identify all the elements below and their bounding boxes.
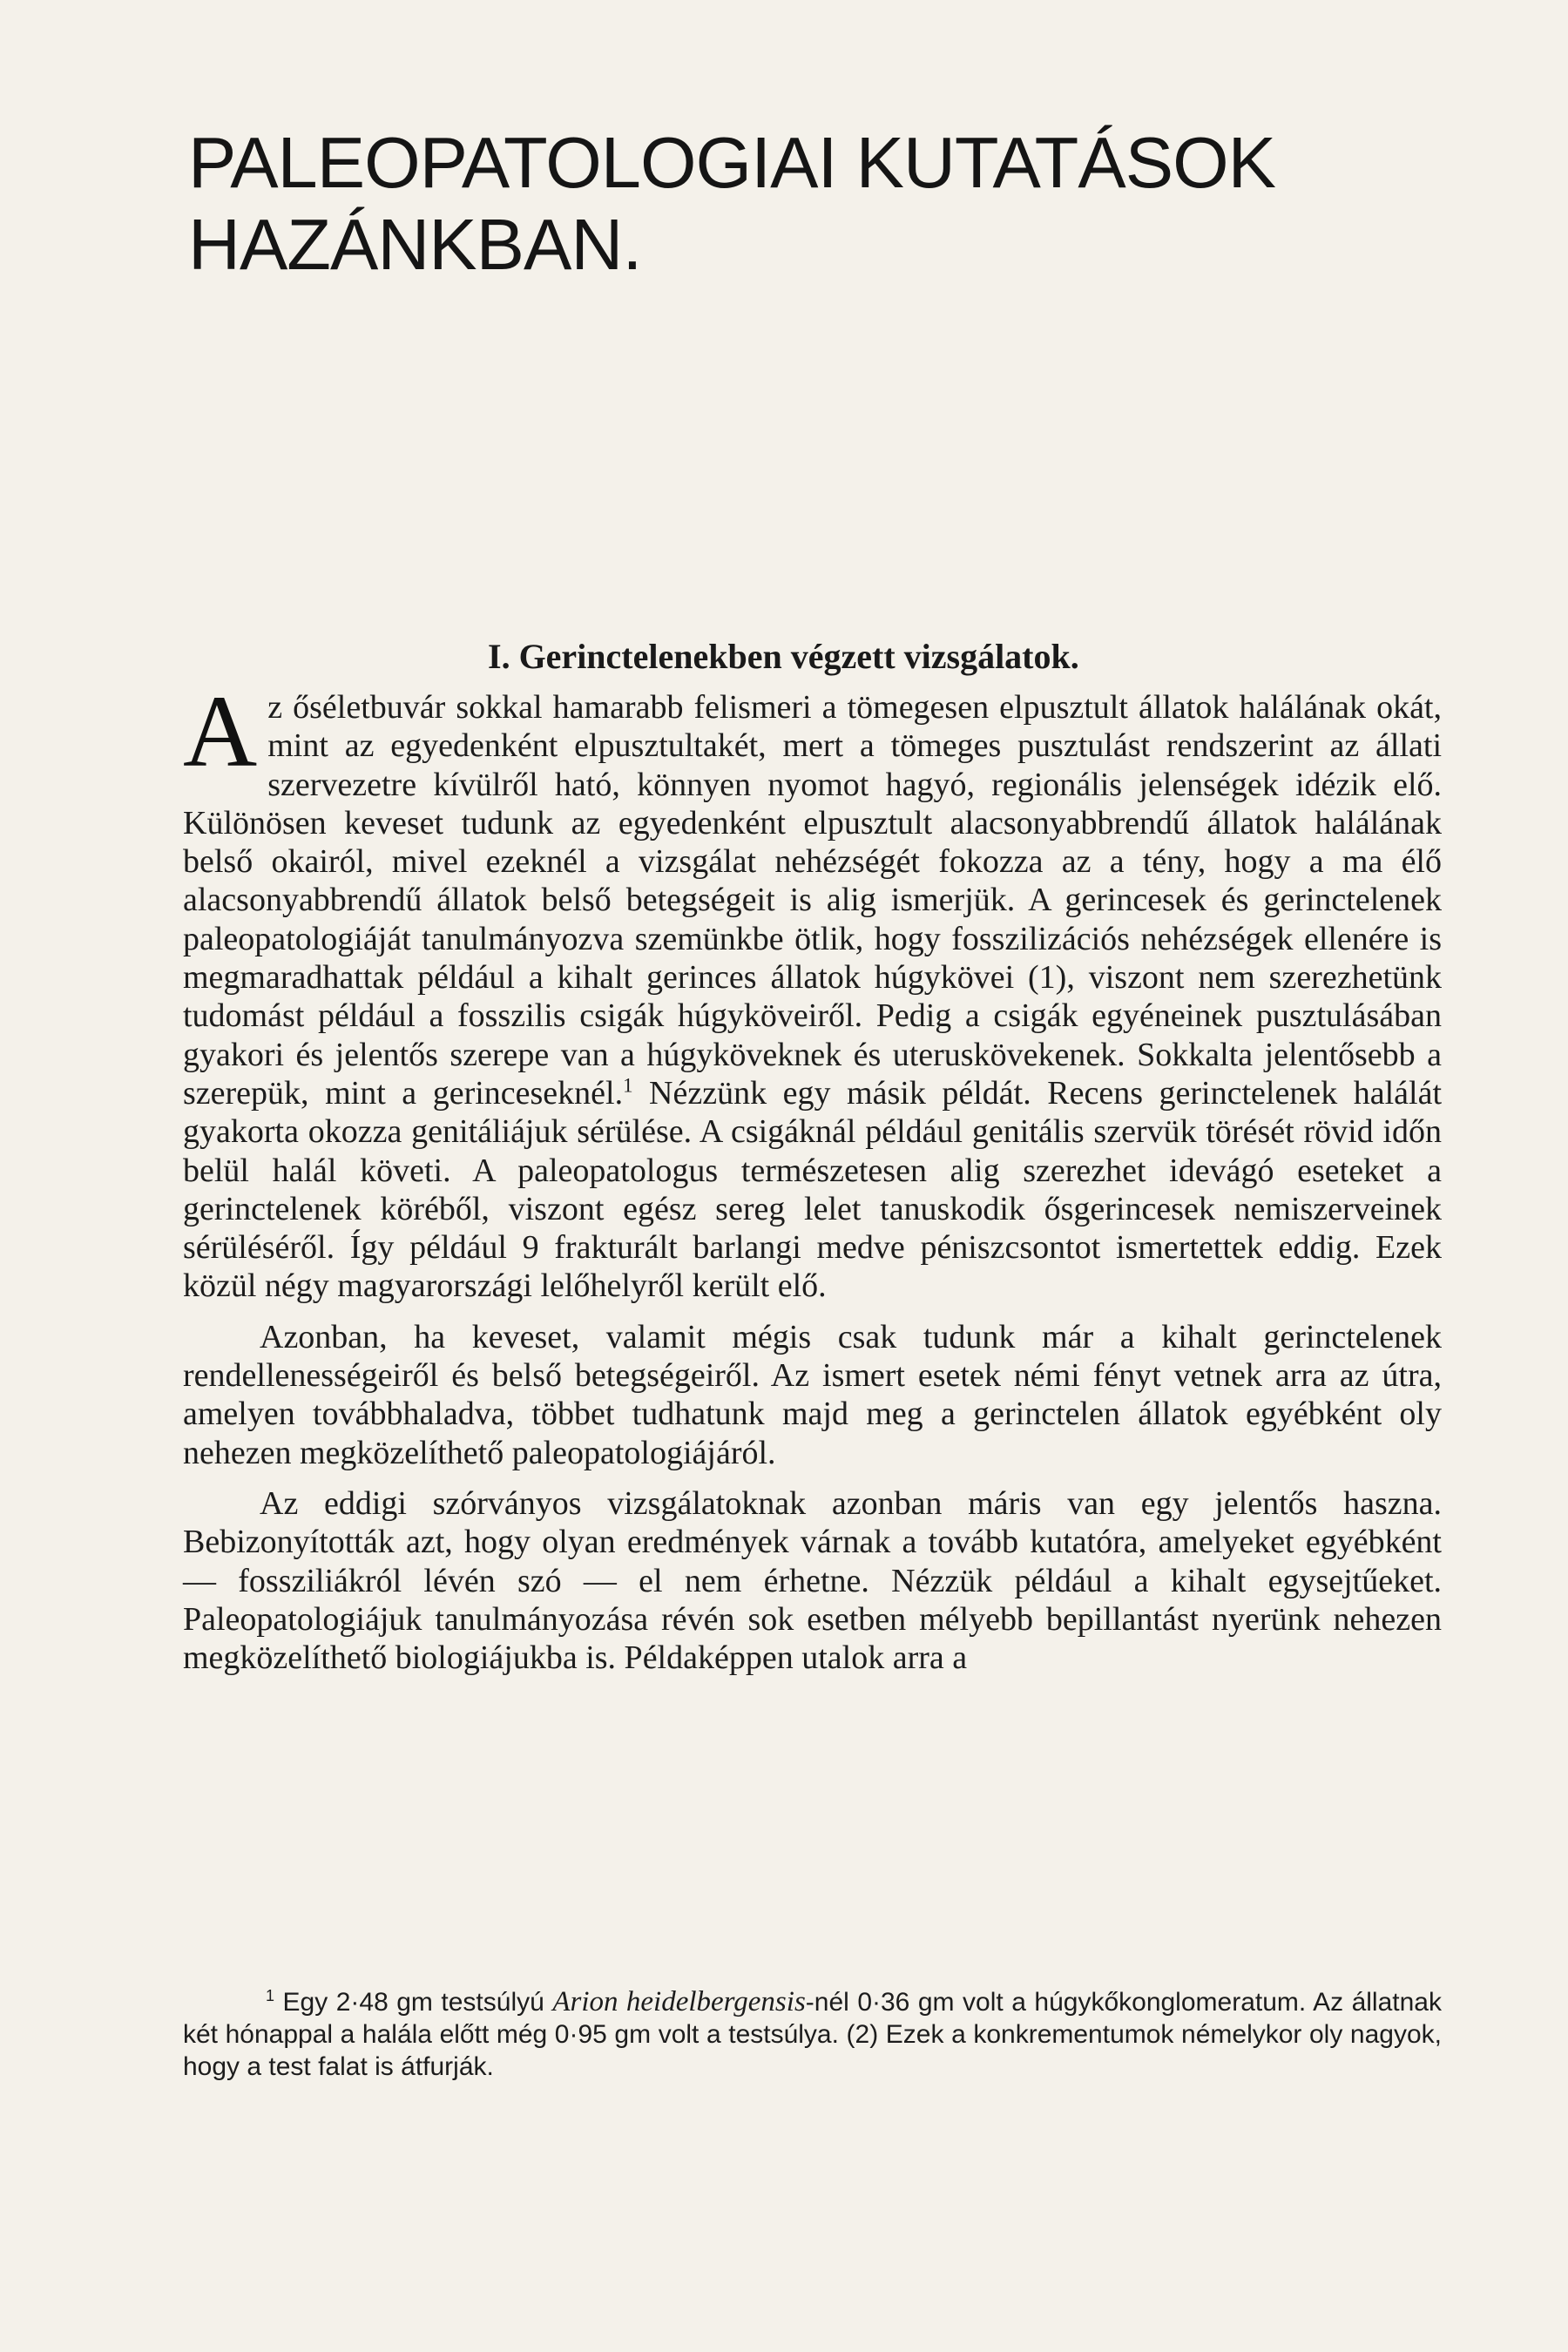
paragraph-1-tail: Nézzünk egy másik példát. Recens gerinctelenek halálát gyakorta okozza genitáliájuk sérülése. A csigáknál például genitális szervük törését rövid időn belül halál követi. A paleopatologus természetesen alig szerezhet idevágó eseteket a gerinctelenek köréből, viszont egész sereg lelet tanuskodik ősgerincesek nemiszerveinek sérüléséről. Így például 9 frakturált barlangi medve péniszcsontot ismertettek eddig. Ezek közül négy magyarországi lelőhelyről került elő. [183,1074,1443,1305]
footnote [183,1986,1442,2083]
paragraph-3: Az eddigi szórványos vizsgálatoknak azonban máris van egy jelentős haszna. Bebizonyították azt, hogy olyan eredmények várnak a tovább kutatóra, amelyeket egyébként — fossziliákról lévén szó — el nem érhetne. Nézzük például a kihalt egysejtűeket. Paleopatologiájuk tanulmányozása révén sok esetben mélyebb bepillantást nyerünk nehezen megközelíthető biologiájukba is. Példaképpen utalok arra a [183,1484,1442,1677]
paragraph-1 [183,674,1443,1306]
drop-cap: A [183,674,258,788]
page-title [188,122,1321,286]
species-name: Arion heidelbergensis [552,1986,806,2017]
section-heading: I. Gerinctelenekben végzett vizsgálatok. [488,637,1079,676]
footnote-part-1: Egy 2·48 gm testsúlyú [274,1988,553,2017]
paragraph-1-text: z őséletbuvár sokkal hamarabb felismeri a tömegesen elpusztult állatok halálának okát, mint az egyedenként elpusztultakét, mert a tömeges pusztulást rendszerint az állati szervezetre kívülről ható, könnyen nyomot hagyó, regionális jelenségek idézik elő. Különösen keveset tudunk az egyedenként elpusztult alacsonyabbrendű állatok halálának belső okairól, mivel ezeknél a vizsgálat nehézségét fokozza az a tény, hogy a ma élő alacsonyabbrendű állatok belső betegségeit is alig ismerjük. A gerincesek és gerinctelenek paleopatologiáját tanulmányozva szemünkbe ötlik, hogy fosszilizációs nehézségek ellenére is megmaradhattak például a kihalt gerinces állatok húgykövei (1), viszont nem szerezhetünk tudomást például a fosszilis csigák húgyköveiről. Pedig a csigák egyéneinek pusztulásában gyakori és jelentős szerepe van a húgyköveknek és uteruskövekenek. Sokkalta jelentősebb a szerepük, mint a gerinceseknél. [183,689,1442,1112]
footnote-number: 1 [266,1987,275,2004]
footnote-reference[interactable]: 1 [623,1074,633,1097]
title-line-1: PALEOPATOLOGIAI KUTATÁSOK [188,122,1276,203]
footnote-text [183,1986,1442,2083]
paragraph-2: Azonban, ha keveset, valamit mégis csak tudunk már a kihalt gerinctelenek rendellenességeiről és belső betegségeiről. Az ismert esetek némi fényt vetnek arra az útra, amelyen továbbhaladva, többet tudhatunk majd meg a gerinctelen állatok egyébként oly nehezen megközelíthető paleopatologiájáról. [183,1318,1442,1471]
body-text [183,674,1443,1677]
footnote-part-2: -nél 0·36 gm volt a húgykőkonglomeratum. Az állatnak két hónappal a halála előtt még 0·95 gm volt a testsúlya. (2) Ezek a konkrementumok némelykor oly nagyok, hogy a test falat is átfurják. [183,1988,1442,2081]
title-line-2: HAZÁNKBAN. [188,204,642,285]
